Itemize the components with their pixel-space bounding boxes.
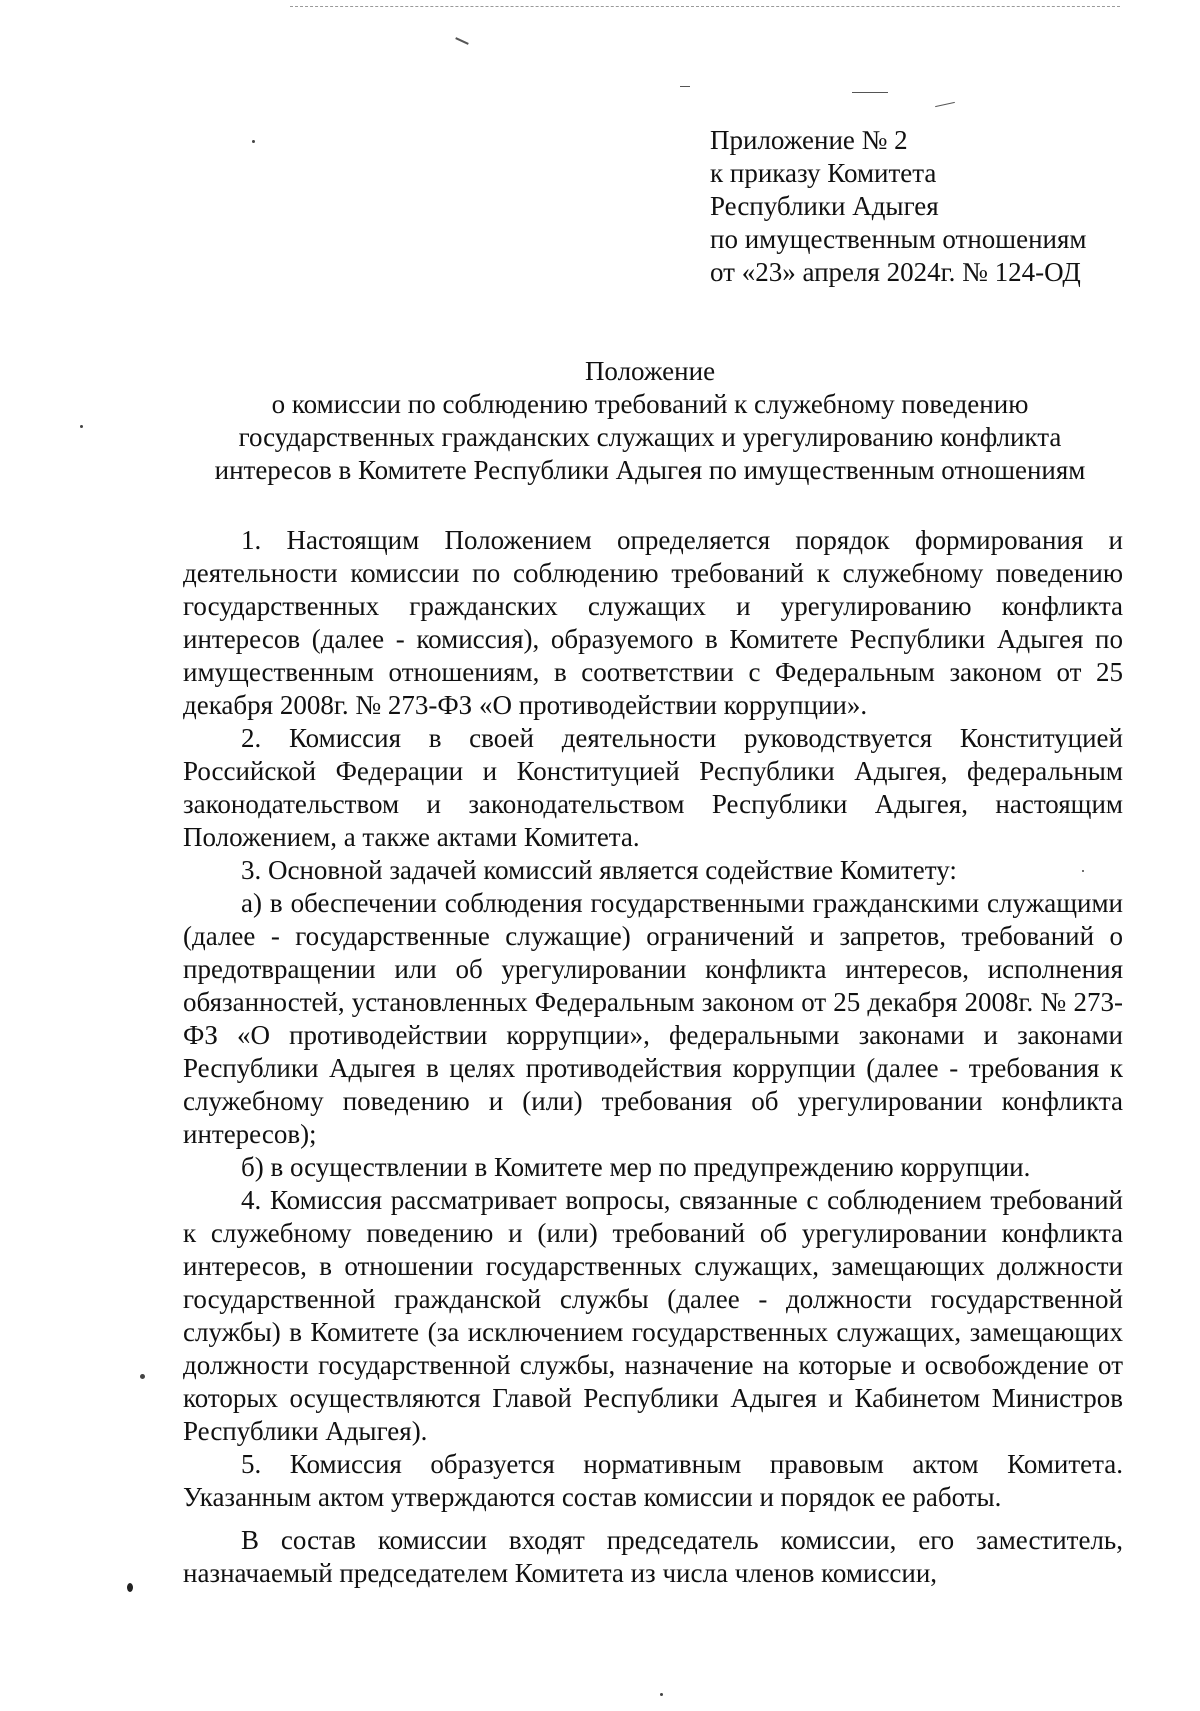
title-line: о комиссии по соблюдению требований к служебному поведению — [271, 389, 1029, 419]
title-line: интересов в Комитете Республики Адыгея по имущественным отношениям — [214, 455, 1086, 485]
scan-mark — [852, 92, 888, 93]
scan-speck — [127, 1583, 133, 1592]
appendix-line: по имущественным отношениям — [710, 224, 1087, 254]
scan-speck — [252, 140, 255, 143]
paragraph: 5. Комиссия образуется нормативным правовым актом Комитета. Указанным актом утверждаются состав комиссии и порядок ее работы. — [183, 1449, 1123, 1512]
scan-mark — [935, 102, 955, 107]
appendix-line: Республики Адыгея — [710, 191, 939, 221]
appendix-line: к приказу Комитета — [710, 158, 937, 188]
document-title — [160, 355, 1140, 487]
scan-speck — [660, 1693, 663, 1696]
scan-edge-line — [290, 6, 1120, 7]
appendix-line: Приложение № 2 — [710, 125, 908, 155]
paragraph: а) в обеспечении соблюдения государственными гражданскими служащими (далее - государственные служащие) ограничений и запретов, требований о предотвращении или об урегулировании конфликта интересов, исполнения обязанностей, установленных Федеральным законом от 25 декабря 2008г. № 273-ФЗ «О противодействии коррупции», федеральными законами и законами Республики Адыгея в целях противодействия коррупции (далее - требования к служебному поведению и (или) требования об урегулировании конфликта интересов); — [183, 888, 1123, 1149]
scan-speck — [140, 1374, 145, 1379]
appendix-line: от «23» апреля 2024г. № 124-ОД — [710, 257, 1081, 287]
paragraph: 2. Комиссия в своей деятельности руководствуется Конституцией Российской Федерации и Конституцией Республики Адыгея, федеральным законодательством и законодательством Республики Адыгея, настоящим Положением, а также актами Комитета. — [183, 723, 1123, 852]
paragraph: 3. Основной задачей комиссий является содействие Комитету: — [241, 855, 957, 885]
paragraph: 4. Комиссия рассматривает вопросы, связанные с соблюдением требований к служебному поведению и (или) требований об урегулировании конфликта интересов, в отношении государственных служащих, замещающих должности государственной гражданской службы (далее - должности государственной службы) в Комитете (за исключением государственных служащих, замещающих должности государственной службы, назначение на которые и освобождение от которых осуществляются Главой Республики Адыгея и Кабинетом Министров Республики Адыгея). — [183, 1185, 1123, 1446]
document-body — [183, 524, 1123, 1590]
appendix-header — [710, 124, 1086, 289]
paragraph: В состав комиссии входят председатель комиссии, его заместитель, назначаемый председателем Комитета из числа членов комиссии, — [183, 1525, 1123, 1588]
scan-mark — [455, 37, 469, 45]
title-line: государственных гражданских служащих и урегулированию конфликта — [238, 422, 1062, 452]
paragraph: 1. Настоящим Положением определяется порядок формирования и деятельности комиссии по соблюдению требований к служебному поведению государственных гражданских служащих и урегулированию конфликта интересов (далее - комиссия), образуемого в Комитете Республики Адыгея по имущественным отношениям, в соответствии с Федеральным законом от 25 декабря 2008г. № 273-ФЗ «О противодействии коррупции». — [183, 525, 1123, 720]
title-heading: Положение — [584, 356, 716, 386]
scan-mark — [680, 86, 690, 87]
paragraph: б) в осуществлении в Комитете мер по предупреждению коррупции. — [241, 1152, 1031, 1182]
scan-speck — [80, 425, 83, 428]
